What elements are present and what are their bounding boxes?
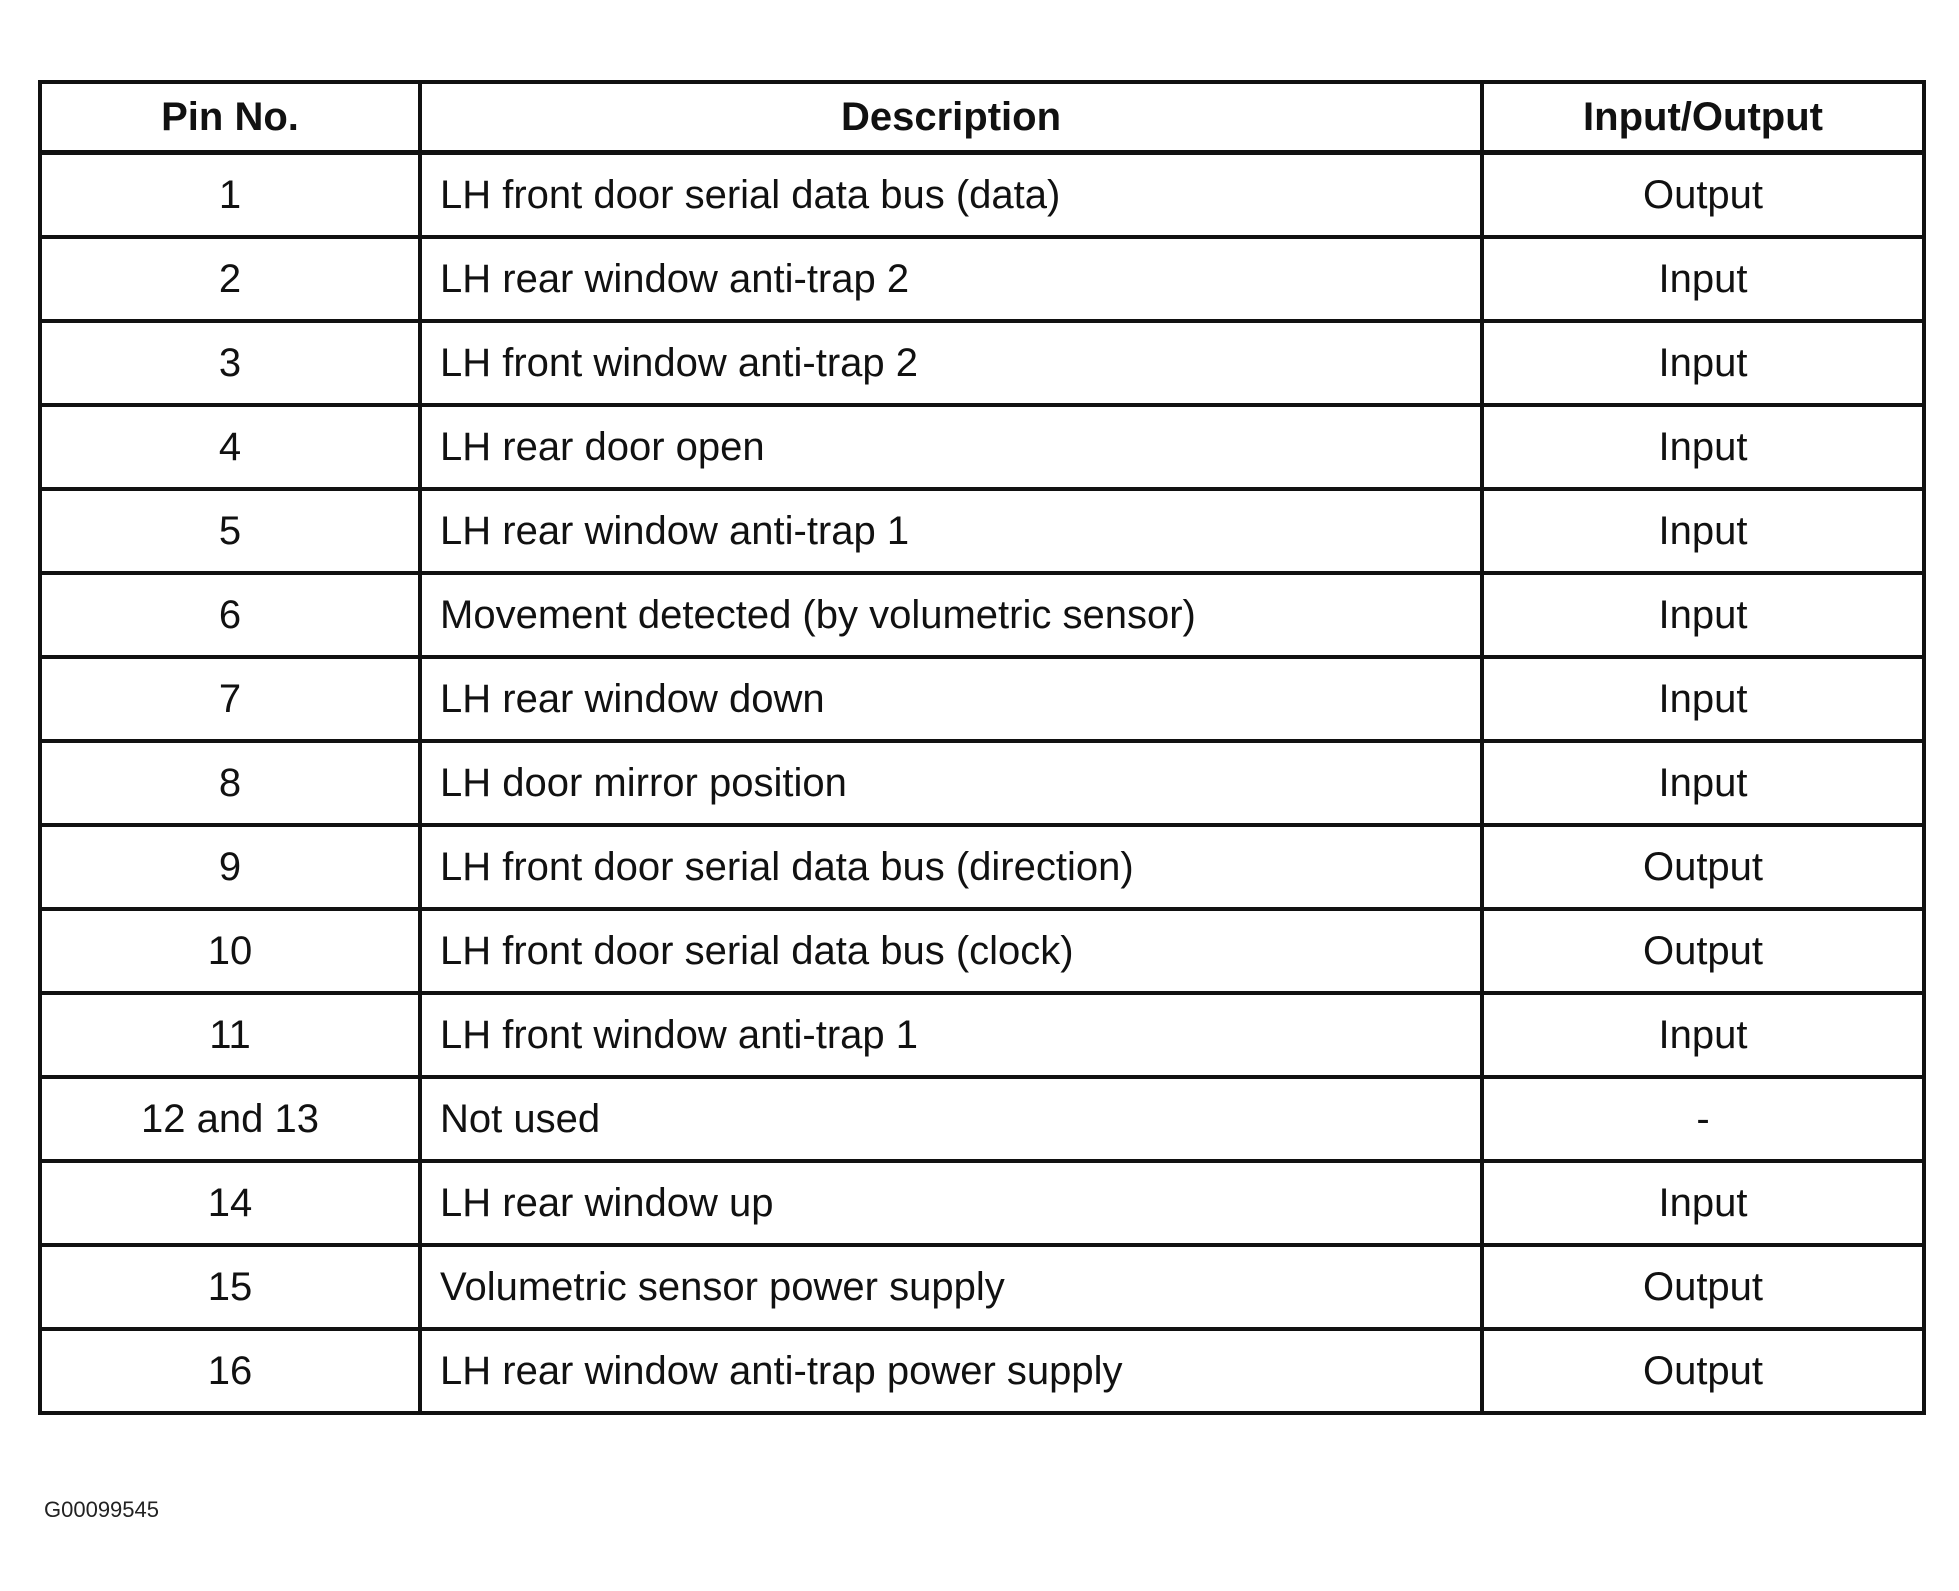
io-cell: Input	[1482, 237, 1924, 321]
table-header-row	[40, 82, 1924, 153]
description-cell: LH rear window anti-trap 1	[420, 489, 1482, 573]
pin-cell: 5	[40, 489, 420, 573]
io-cell: Output	[1482, 1245, 1924, 1329]
description-cell: LH rear door open	[420, 405, 1482, 489]
header-input-output: Input/Output	[1482, 82, 1924, 153]
description-cell: LH front door serial data bus (direction)	[420, 825, 1482, 909]
io-cell: Output	[1482, 153, 1924, 238]
table-row	[40, 153, 1924, 238]
table-row	[40, 1077, 1924, 1161]
pin-cell: 4	[40, 405, 420, 489]
io-cell: Output	[1482, 909, 1924, 993]
description-cell: Movement detected (by volumetric sensor)	[420, 573, 1482, 657]
description-cell: Not used	[420, 1077, 1482, 1161]
table-row	[40, 573, 1924, 657]
pin-cell: 1	[40, 153, 420, 238]
description-cell: LH front door serial data bus (data)	[420, 153, 1482, 238]
io-cell: Output	[1482, 1329, 1924, 1413]
pin-table	[38, 80, 1926, 1415]
description-cell: LH front door serial data bus (clock)	[420, 909, 1482, 993]
io-cell: Input	[1482, 321, 1924, 405]
table-row	[40, 1245, 1924, 1329]
pin-cell: 10	[40, 909, 420, 993]
pin-cell: 7	[40, 657, 420, 741]
io-cell: Input	[1482, 573, 1924, 657]
table-row	[40, 657, 1924, 741]
table-row	[40, 741, 1924, 825]
description-cell: LH rear window anti-trap power supply	[420, 1329, 1482, 1413]
pin-cell: 15	[40, 1245, 420, 1329]
io-cell: Input	[1482, 489, 1924, 573]
description-cell: LH front window anti-trap 1	[420, 993, 1482, 1077]
pin-cell: 6	[40, 573, 420, 657]
io-cell: -	[1482, 1077, 1924, 1161]
table-body	[40, 153, 1924, 1414]
io-cell: Output	[1482, 825, 1924, 909]
table-row	[40, 321, 1924, 405]
io-cell: Input	[1482, 993, 1924, 1077]
description-cell: LH door mirror position	[420, 741, 1482, 825]
table-row	[40, 489, 1924, 573]
table-row	[40, 825, 1924, 909]
table-row	[40, 993, 1924, 1077]
description-cell: LH rear window down	[420, 657, 1482, 741]
table-row	[40, 405, 1924, 489]
pin-cell: 16	[40, 1329, 420, 1413]
io-cell: Input	[1482, 657, 1924, 741]
pin-cell: 11	[40, 993, 420, 1077]
io-cell: Input	[1482, 405, 1924, 489]
figure-id: G00099545	[44, 1497, 159, 1522]
pin-cell: 2	[40, 237, 420, 321]
table-row	[40, 237, 1924, 321]
table-row	[40, 909, 1924, 993]
pin-cell: 12 and 13	[40, 1077, 420, 1161]
pin-cell: 9	[40, 825, 420, 909]
description-cell: LH rear window up	[420, 1161, 1482, 1245]
description-cell: LH rear window anti-trap 2	[420, 237, 1482, 321]
io-cell: Input	[1482, 1161, 1924, 1245]
table-row	[40, 1161, 1924, 1245]
pin-cell: 14	[40, 1161, 420, 1245]
pin-cell: 8	[40, 741, 420, 825]
pin-cell: 3	[40, 321, 420, 405]
description-cell: LH front window anti-trap 2	[420, 321, 1482, 405]
header-description: Description	[420, 82, 1482, 153]
io-cell: Input	[1482, 741, 1924, 825]
description-cell: Volumetric sensor power supply	[420, 1245, 1482, 1329]
header-pin-no: Pin No.	[40, 82, 420, 153]
table-row	[40, 1329, 1924, 1413]
